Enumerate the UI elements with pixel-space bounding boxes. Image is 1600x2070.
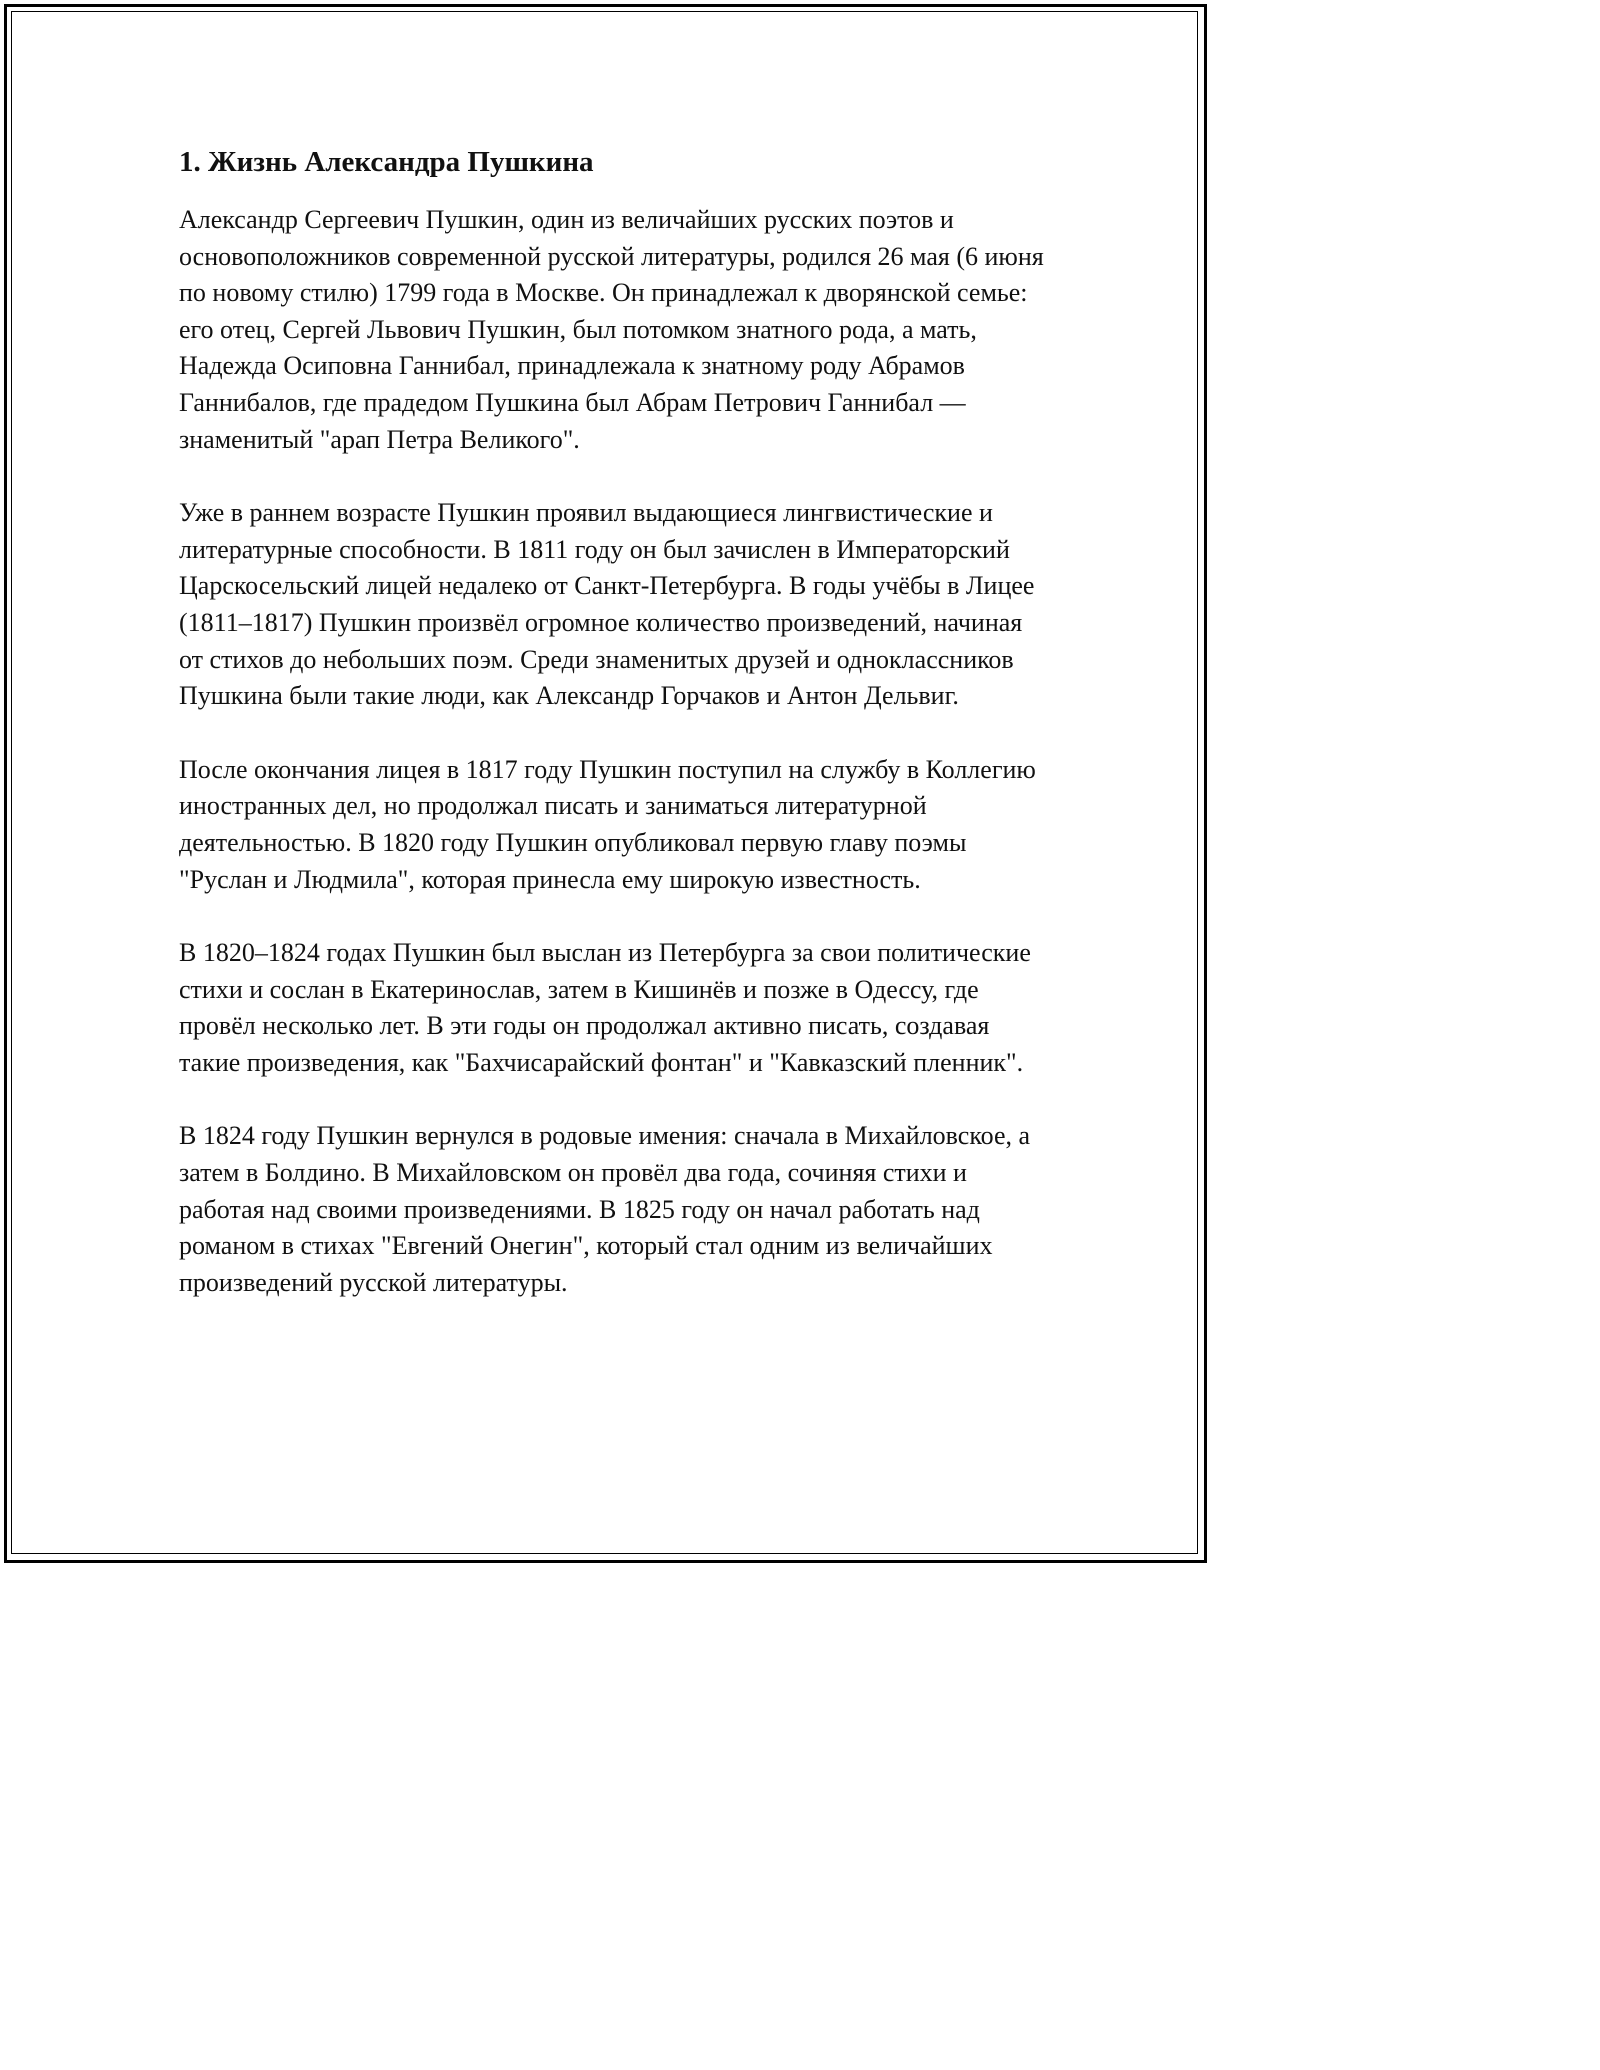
paragraph-mikhailovskoe: В 1824 году Пушкин вернулся в родовые имения: сначала в Михайловское, а затем в Болдино. В Михайловском он провёл два года, сочиняя стихи и работая над своими произведениями. В 1825 году он начал работать над романом в стихах "Евгений Онегин", который стал одним из величайших произведений русской литературы. [179,1121,1031,1297]
section-heading: 1. Жизнь Александра Пушкина [179,146,594,178]
paragraph-lyceum: Уже в раннем возрасте Пушкин проявил выдающиеся лингвистические и литературные способности. В 1811 году он был зачислен в Императорский Царскосельский лицей недалеко от Санкт-Петербурга. В годы учёбы в Лицее (1811–1817) Пушкин произвёл огромное количество произведений, начиная от стихов до небольших поэм. Среди знаменитых друзей и одноклассников Пушкина были такие люди, как Александр Горчаков и Антон Дельвиг. [179,498,1035,711]
paragraph-birth: Александр Сергеевич Пушкин, один из величайших русских поэтов и основоположников современной русской литературы, родился 26 мая (6 июня по новому стилю) 1799 года в Москве. Он принадлежал к дворянской семье: его отец, Сергей Львович Пушкин, был потомком знатного рода, а мать, Надежда Осиповна Ганнибал, принадлежала к знатному роду Абрамов Ганнибалов, где прадедом Пушкина был Абрам Петрович Ганнибал — знаменитый "арап Петра Великого". [179,205,1044,454]
document-body [179,140,1049,1338]
paragraph-service: После окончания лицея в 1817 году Пушкин поступил на службу в Коллегию иностранных дел, но продолжал писать и заниматься литературной деятельностью. В 1820 году Пушкин опубликовал первую главу поэмы "Руслан и Людмила", которая принесла ему широкую известность. [179,754,1036,894]
paragraph-exile: В 1820–1824 годах Пушкин был выслан из Петербурга за свои политические стихи и сослан в Екатеринослав, затем в Кишинёв и позже в Одессу, где провёл несколько лет. В эти годы он продолжал активно писать, создавая такие произведения, как "Бахчисарайский фонтан" и "Кавказский пленник". [179,938,1031,1077]
